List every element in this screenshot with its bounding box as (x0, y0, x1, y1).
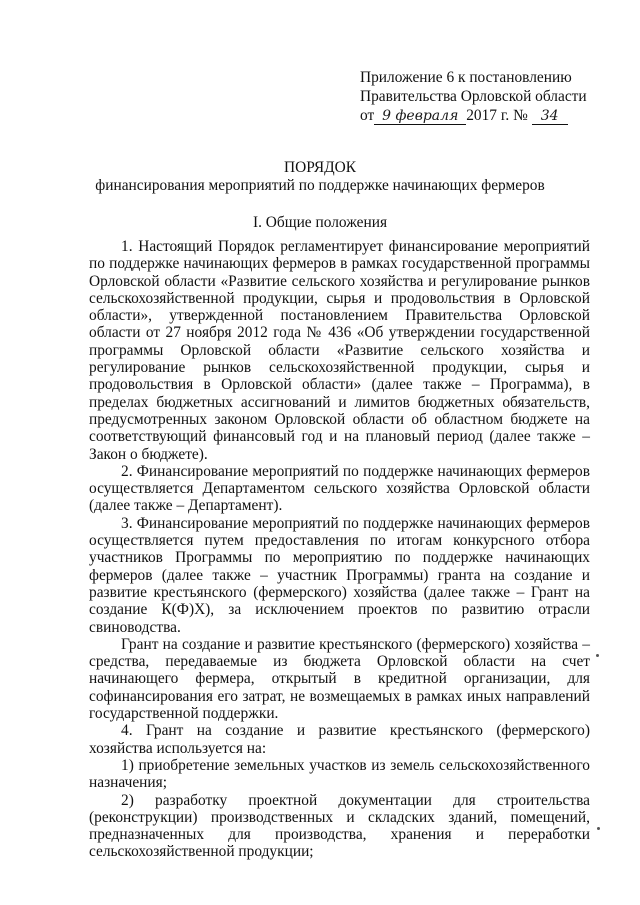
section-heading: I. Общие положения (252, 214, 388, 231)
list-item-1: 1) приобретение земельных участков из земель сельскохозяйственного назначения; (89, 756, 590, 792)
date-prefix: от (360, 107, 375, 124)
body-text (89, 238, 590, 861)
list-item-2: 2) разработку проектной документации для строительства (реконструкции) производственных и складских зданий, помещений, предназначенных для производства, хранения и переработки сельскохозяйственной продукции; (89, 791, 590, 861)
paragraph-grant-definition: Грант на создание и развитие крестьянского (фермерского) хозяйства – средства, передаваемые из бюджета Орловской области на счет начинающего фермера, открытый в кредитной организации, для софинансирования его затрат, не возмещаемых в рамках иных направлений государственной поддержки. (89, 635, 590, 723)
handwritten-number: 34 (532, 109, 568, 125)
document-subtitle: финансирования мероприятий по поддержке начинающих фермеров (95, 177, 545, 194)
paragraph-3: 3. Финансирование мероприятий по поддержке начинающих фермеров осуществляется путем предоставления по итогам конкурсного отбора участников Программы по мероприятию по поддержке начинающих фермеров (далее также – участник Программы) гранта на создание и развитие крестьянского (фермерского) хозяйства (далее также – Грант на создание К(Ф)Х), за исключением проектов по развитию отрасли свиноводства. (89, 514, 590, 636)
date-year: 2017 г. № (466, 107, 528, 124)
scan-speck (596, 654, 599, 657)
appendix-line-1: Приложение 6 к постановлению (360, 69, 572, 86)
handwritten-date: 9 февраля (374, 109, 466, 125)
paragraph-2: 2. Финансирование мероприятий по поддержке начинающих фермеров осуществляется Департаментом сельского хозяйства Орловской области (далее также – Департамент). (89, 462, 590, 515)
appendix-header (360, 68, 600, 125)
appendix-line-2: Правительства Орловской области (360, 88, 587, 105)
paragraph-4: 4. Грант на создание и развитие крестьянского (фермерского) хозяйства используется на: (89, 722, 590, 757)
document-title: ПОРЯДОК (284, 159, 356, 176)
scan-speck (597, 827, 600, 830)
paragraph-1: 1. Настоящий Порядок регламентирует финансирование мероприятий по поддержке начинающих фермеров в рамках государственной программы Орловской области «Развитие сельского хозяйства и регулирование рынков сельскохозяйственной продукции, сырья и продовольствия в Орловской области», утвержденной постановлением Правительства Орловской области от 27 ноября 2012 года № 436 «Об утверждении государственной программы Орловской области «Развитие сельского хозяйства и регулирование рынков сельскохозяйственной продукции, сырья и продовольствия в Орловской области» (далее также – Программа), в пределах бюджетных ассигнований и лимитов бюджетных обязательств, предусмотренных законом Орловской области об областном бюджете на соответствующий финансовый год и на плановый период (далее также – Закон о бюджете). (89, 238, 590, 463)
appendix-date-line (360, 106, 600, 125)
